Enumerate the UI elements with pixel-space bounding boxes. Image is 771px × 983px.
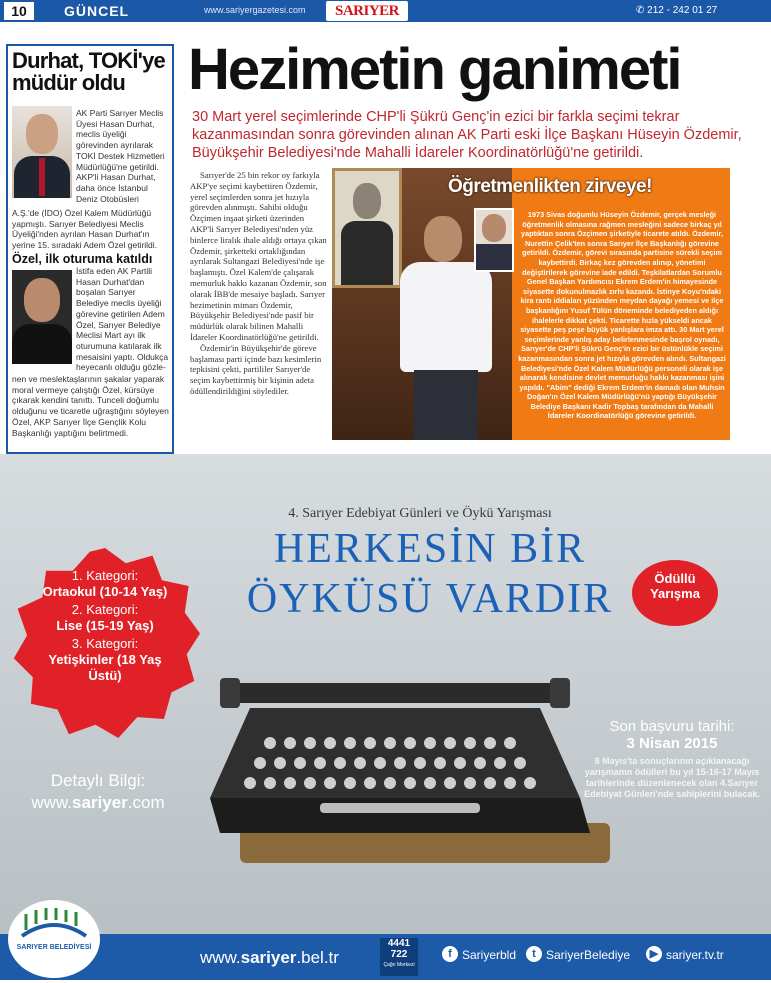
tv-handle[interactable]: sariyer.tv.tr [666,948,724,962]
ad-subtitle: 4. Sarıyer Edebiyat Günleri ve Öykü Yarışması [288,506,552,521]
side-headline-1: Durhat, TOKİ'ye müdür oldu [12,48,165,95]
main-paragraph-1: Sarıyer'de 25 bin rekor oy farkıyla AKP'ye seçimi kaybettiren Özdemir, yerel seçimlerden sonra jet hızıyla görevden alınmıştı. Sahibi olduğu Özçimen inşaat şirketi üzerinden AKP'li Sarıyer Belediyesi'nden yüz binlerce liralık ihale aldığı ortaya çıkan Özdemir, şirketteki ortaklığından ayrılarak Sultangazi Belediyesi'nde işe başlamıştı. Özel Kalem'de çalışarak memurluk hakkı kazanan Özdemir, son olarak İBB'de mesaiye başladı. Sarıyer hezimetinin mimarı Özdemir, Büyükşehir Belediyesi'nde pasif bir müdürlük olarak bilinen Mahalli İdareler Koordinatörlüğü'ne getirildi. [190,170,327,342]
side-story-2-text: İstifa eden AK Partili Hasan Durhat'dan boşalan Sarıyer Belediye meclis üyeliği görevine getirilen Adem Özel, Sarıyer Belediye Meclisi Mart ayı ilk oturumuna katılarak ilk mesaisini yaptı. Oldukça heyecanlı olduğu gözle- [76,266,169,373]
call-center: 4441 722 Çağrı Merkezi [380,938,418,976]
twitter-handle[interactable]: SariyerBelediye [546,948,631,962]
photo-adem-ozel [12,270,72,364]
ad-title-line-1: HERKESİN BİR [273,526,587,572]
facebook-icon: f [442,946,458,962]
municipality-seal-icon [8,900,100,978]
main-paragraph-2: Özdemir'in Büyükşehir'de göreve başlaması parti içinde bazı kesimlerin tepkisini çekti, partililer Sarıyer'de seçim kaybettirmiş bir kişinin adeta ödüllendirildiğini söylediler. [190,342,322,396]
category-3-label: 3. Kategori: [71,636,139,651]
deadline-note: 8 Mayıs'ta sonuçlarının açıklanacağı yarışmanın ödülleri bu yıl 15-16-17 Mayıs tarihlerinde düzenlenecek olan 4.Sarıyer Edebiyat Günleri'nde sahiplerini bulacak. [584,756,760,799]
facebook-handle[interactable]: Sariyerbld [462,948,517,962]
ad-deadline [582,718,762,800]
website-url: www.sariyergazetesi.com [204,5,306,15]
sidebar-text: 1973 Sivas doğumlu Hüseyin Özdemir, gerçek mesleği öğretmenlik olmasına rağmen mesleğini sadece birkaç yıl yaptıktan sonra Özçimen şirketiyle ticarete atıldı. Özdemir, Nurettin Çelik'ten sonra Sarıyer İlçe Başkanlığı görevine getirildi. Özdemir, görevi sırasında partisine sürekli seçim kaybettirdi. Birkaç kez görevden alınıp, yönetimi değiştirilerek görevine iade edildi. Teşkilatlardan Sorumlu Genel Başkan Yardımcısı Ekrem Erdem'in himayesinde siyasette dokunulmazlık zırhı kazandı. İstinye Koyu'ndaki kira rantı iddiaları yüzünden meydan dayağı yemesi ve ilçe başkanlığını Yusuf Tülün döneminde belediyeden aldığı ihalelerle dikkat çekti. Ticarette hızla yükseldi ancak siyasette peş peşe büyük yanlışlara imza attı. 30 Mart yerel seçimlerinde yanlış aday belirlenmesinde başrol oynadı, Sarıyer'de CHP'li Şükrü Genç'in ezici bir üstünlükle seçimi kazanmasından sonra jet hızıyla görevden alındı. Sultangazi Belediyesi'nde Özel Kalem Müdürlüğü personeli olarak işe alınarak kendisine devlet memurluğu hakkı kazanması işini yapıldı. "Abim" dediği Ekrem Erdem'in damadı olan Muhsin Doğan'ın Özel Kalem Müdürlüğü'nü yaptığı Büyükşehir Belediye Başkanı Kadir Topbaş tarafından da Mahalli İdareler Koordinatörlüğü görevine getirildi. [518,210,726,421]
photo-hasan-durhat [12,106,72,198]
main-headline: Hezimetin ganimeti [188,37,681,102]
main-body [190,170,327,397]
ad-info [18,770,178,814]
page-number: 10 [4,2,34,20]
category-2-value: Lise (15-19 Yaş) [56,618,154,633]
section-title: GÜNCEL [64,3,130,19]
ad-title-line-2: ÖYKÜSÜ VARDIR [246,576,614,622]
main-lead: 30 Mart yerel seçimlerinde CHP'li Şükrü Genç'in ezici bir farkla seçimi tekrar kazanmasından sonra görevinden alınan AK Parti eski İlçe Başkanı Hüseyin Özdemir, Büyükşehir Belediyesi'nde Mahalli İdareler Koordinatörlüğü'ne getirildi. [192,109,742,161]
category-2-label: 2. Kategori: [71,602,139,617]
side-headline-2: Özel, ilk oturuma katıldı [12,252,153,266]
prize-badge-text: Ödüllü Yarışma [650,571,700,601]
seal-label: SARIYER BELEDİYESİ [16,944,92,951]
deadline-label: Son başvuru tarihi: [609,718,735,735]
twitter-icon: t [526,946,542,962]
ad-info-site[interactable]: www.sariyer.com [31,793,165,812]
category-3-value: Yetişkinler (18 Yaş Üstü) [48,652,162,683]
tv-icon: ▶ [646,946,662,962]
deadline-date: 3 Nisan 2015 [626,735,718,752]
newspaper-logo: SARIYER [326,1,408,21]
ad-info-label: Detaylı Bilgi: [50,771,146,790]
sidebar-title: Öğretmenlikten zirveye! [448,176,652,197]
typewriter-image [210,648,610,868]
footer-website[interactable]: www.sariyer.bel.tr [200,948,339,967]
side-story-1-text-cont: A.Ş.'de (İDO) Özel Kalem Müdürlüğü yapmıştı. Sarıyer Belediyesi Meclis Üyeliği'nden ayrılan Hasan Durhat'ın yerine 15. sıradaki Adem Özel getirildi. [12,208,158,251]
inset-photo [474,208,514,272]
category-1-value: Ortaokul (10-14 Yaş) [42,584,168,599]
side-story-1-text: AK Parti Sarıyer Meclis Üyesi Hasan Durhat, meclis üyeliği görevinden ayrılarak TOKİ Destek Hizmetleri Müdürlüğü'ne getirildi. AKP'li Hasan Durhat, daha önce İstanbul Deniz Otobüsleri [76,108,165,204]
category-1-label: 1. Kategori: [71,568,139,583]
header-phone: ✆ 212 - 242 01 27 [636,5,718,16]
side-story-2-text-cont: nen ve meslektaşlarının şakalar yaparak moral vermeye çalıştığı Özel, kürsüye çıkarak kendini tanıttı. Tunceli doğumlu olduğunu ve ticaretle uğraştığını söyleyen Özel, AKP Sarıyer İlçe Gençlik Kolu Başkanlığı yaptığını belirtmedi. [12,374,169,438]
